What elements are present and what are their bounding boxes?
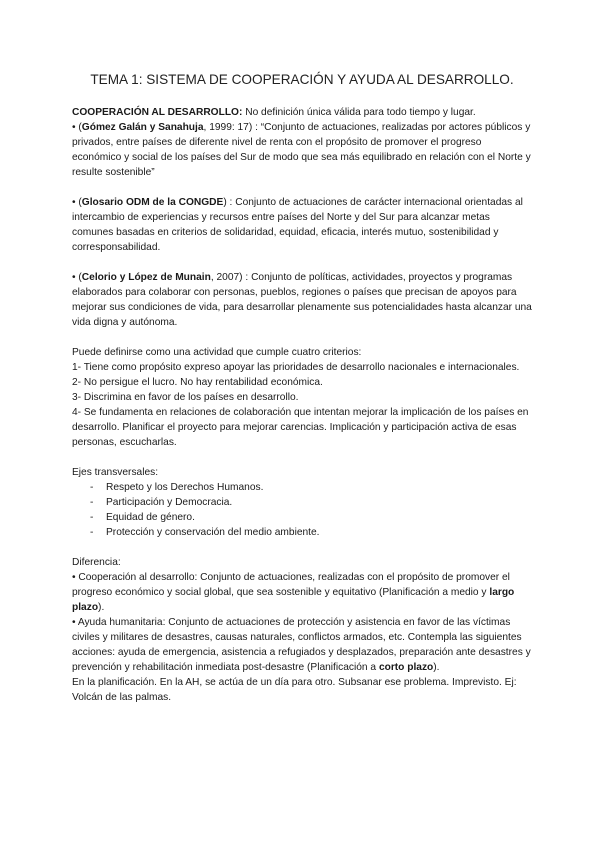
ayuda-end: ). (433, 662, 440, 673)
criteria-item: 4- Se fundamenta en relaciones de colaboración que intentan mejorar la implicación de los países en desarrollo. Planificar el proyecto para mejorar carencias. Implicación y participación activa de esas personas, escucharlas. (72, 407, 529, 448)
corto-plazo: corto plazo (378, 662, 434, 673)
definition-congde (72, 195, 532, 255)
dash: - (90, 482, 94, 493)
author-celorio: Celorio y López de Munain (81, 272, 211, 283)
definition-text: ) : Conjunto de actuaciones de carácter internacional orientadas al intercambio de experiencias y recursos entre países del Norte y del Sur para alcanzar metas comunes basadas en criterios de solidaridad, equidad, eficacia, interés mutuo, sostenibilidad y corresponsabilidad. (72, 197, 523, 253)
intro-text: No definición única válida para todo tiempo y lugar. (242, 107, 476, 118)
largo-plazo: largo plazo (72, 587, 515, 613)
cooperacion-paragraph (72, 570, 532, 615)
ayuda-text: • Ayuda humanitaria: Conjunto de actuaciones de protección y asistencia en favor de las víctimas civiles y militares de desastres, causas naturales, conflictos armados, etc. Contempla las siguientes acciones: ayuda de emergencia, asistencia a refugiados y desplazados, preparación ante desastres y prevención y rehabilitación inmediata post-desastre (Planificación a (72, 617, 531, 673)
ayuda-paragraph (72, 615, 532, 675)
criteria-item: 1- Tiene como propósito expreso apoyar las prioridades de desarrollo nacionales e internacionales. (72, 362, 520, 373)
list-item-text: Protección y conservación del medio ambiente. (106, 527, 320, 538)
cooperacion-text: • Cooperación al desarrollo: Conjunto de actuaciones, realizadas con el propósito de promover el progreso económico y social global, que sea sostenible y equitativo (Planificación a medio y (72, 572, 510, 598)
definition-celorio (72, 270, 532, 330)
ejes-heading: Ejes transversales: (72, 467, 159, 478)
author-gomez: Gómez Galán y Sanahuja (81, 122, 204, 133)
list-item (72, 525, 532, 540)
diferencia-heading: Diferencia: (72, 557, 121, 568)
list-item-text: Equidad de género. (106, 512, 195, 523)
criteria-item: 2- No persigue el lucro. No hay rentabilidad económica. (72, 377, 323, 388)
ejes-list (72, 480, 532, 540)
definition-gomez (72, 120, 532, 180)
planificacion-paragraph: En la planificación. En la AH, se actúa de un día para otro. Subsanar ese problema. Imprevisto. Ej: Volcán de las palmas. (72, 677, 517, 703)
document-page (72, 72, 532, 705)
criteria-item: 3- Discrimina en favor de los países en desarrollo. (72, 392, 299, 403)
intro-paragraph (72, 105, 532, 120)
definition-text: , 1999: 17) : “Conjunto de actuaciones, realizadas por actores públicos y privados, entre países de diferente nivel de renta con el propósito de promover el progreso económico y social de los países del Sur de modo que sea más equilibrado en relación con el Norte y resulte sostenible” (72, 122, 531, 178)
intro-heading: COOPERACIÓN AL DESARROLLO: (72, 107, 243, 118)
bullet: • ( (72, 122, 82, 133)
list-item (72, 480, 532, 495)
dash: - (90, 512, 94, 523)
list-item-text: Participación y Democracia. (106, 497, 233, 508)
bullet: • ( (72, 197, 82, 208)
author-congde: Glosario ODM de la CONGDE (81, 197, 224, 208)
list-item (72, 510, 532, 525)
document-title: TEMA 1: SISTEMA DE COOPERACIÓN Y AYUDA AL DESARROLLO. (90, 72, 514, 87)
list-item (72, 495, 532, 510)
cooperacion-end: ). (98, 602, 105, 613)
dash: - (90, 527, 94, 538)
list-item-text: Respeto y los Derechos Humanos. (106, 482, 264, 493)
definition-text: , 2007) : Conjunto de políticas, actividades, proyectos y programas elaborados para colaborar con personas, pueblos, regiones o países que precisan de apoyos para mejorar sus condiciones de vida, para desarrollar plenamente sus potencialidades hasta alcanzar una vida digna y autónoma. (72, 272, 532, 328)
dash: - (90, 497, 94, 508)
bullet: • ( (72, 272, 82, 283)
criteria-intro: Puede definirse como una actividad que cumple cuatro criterios: (72, 347, 362, 358)
